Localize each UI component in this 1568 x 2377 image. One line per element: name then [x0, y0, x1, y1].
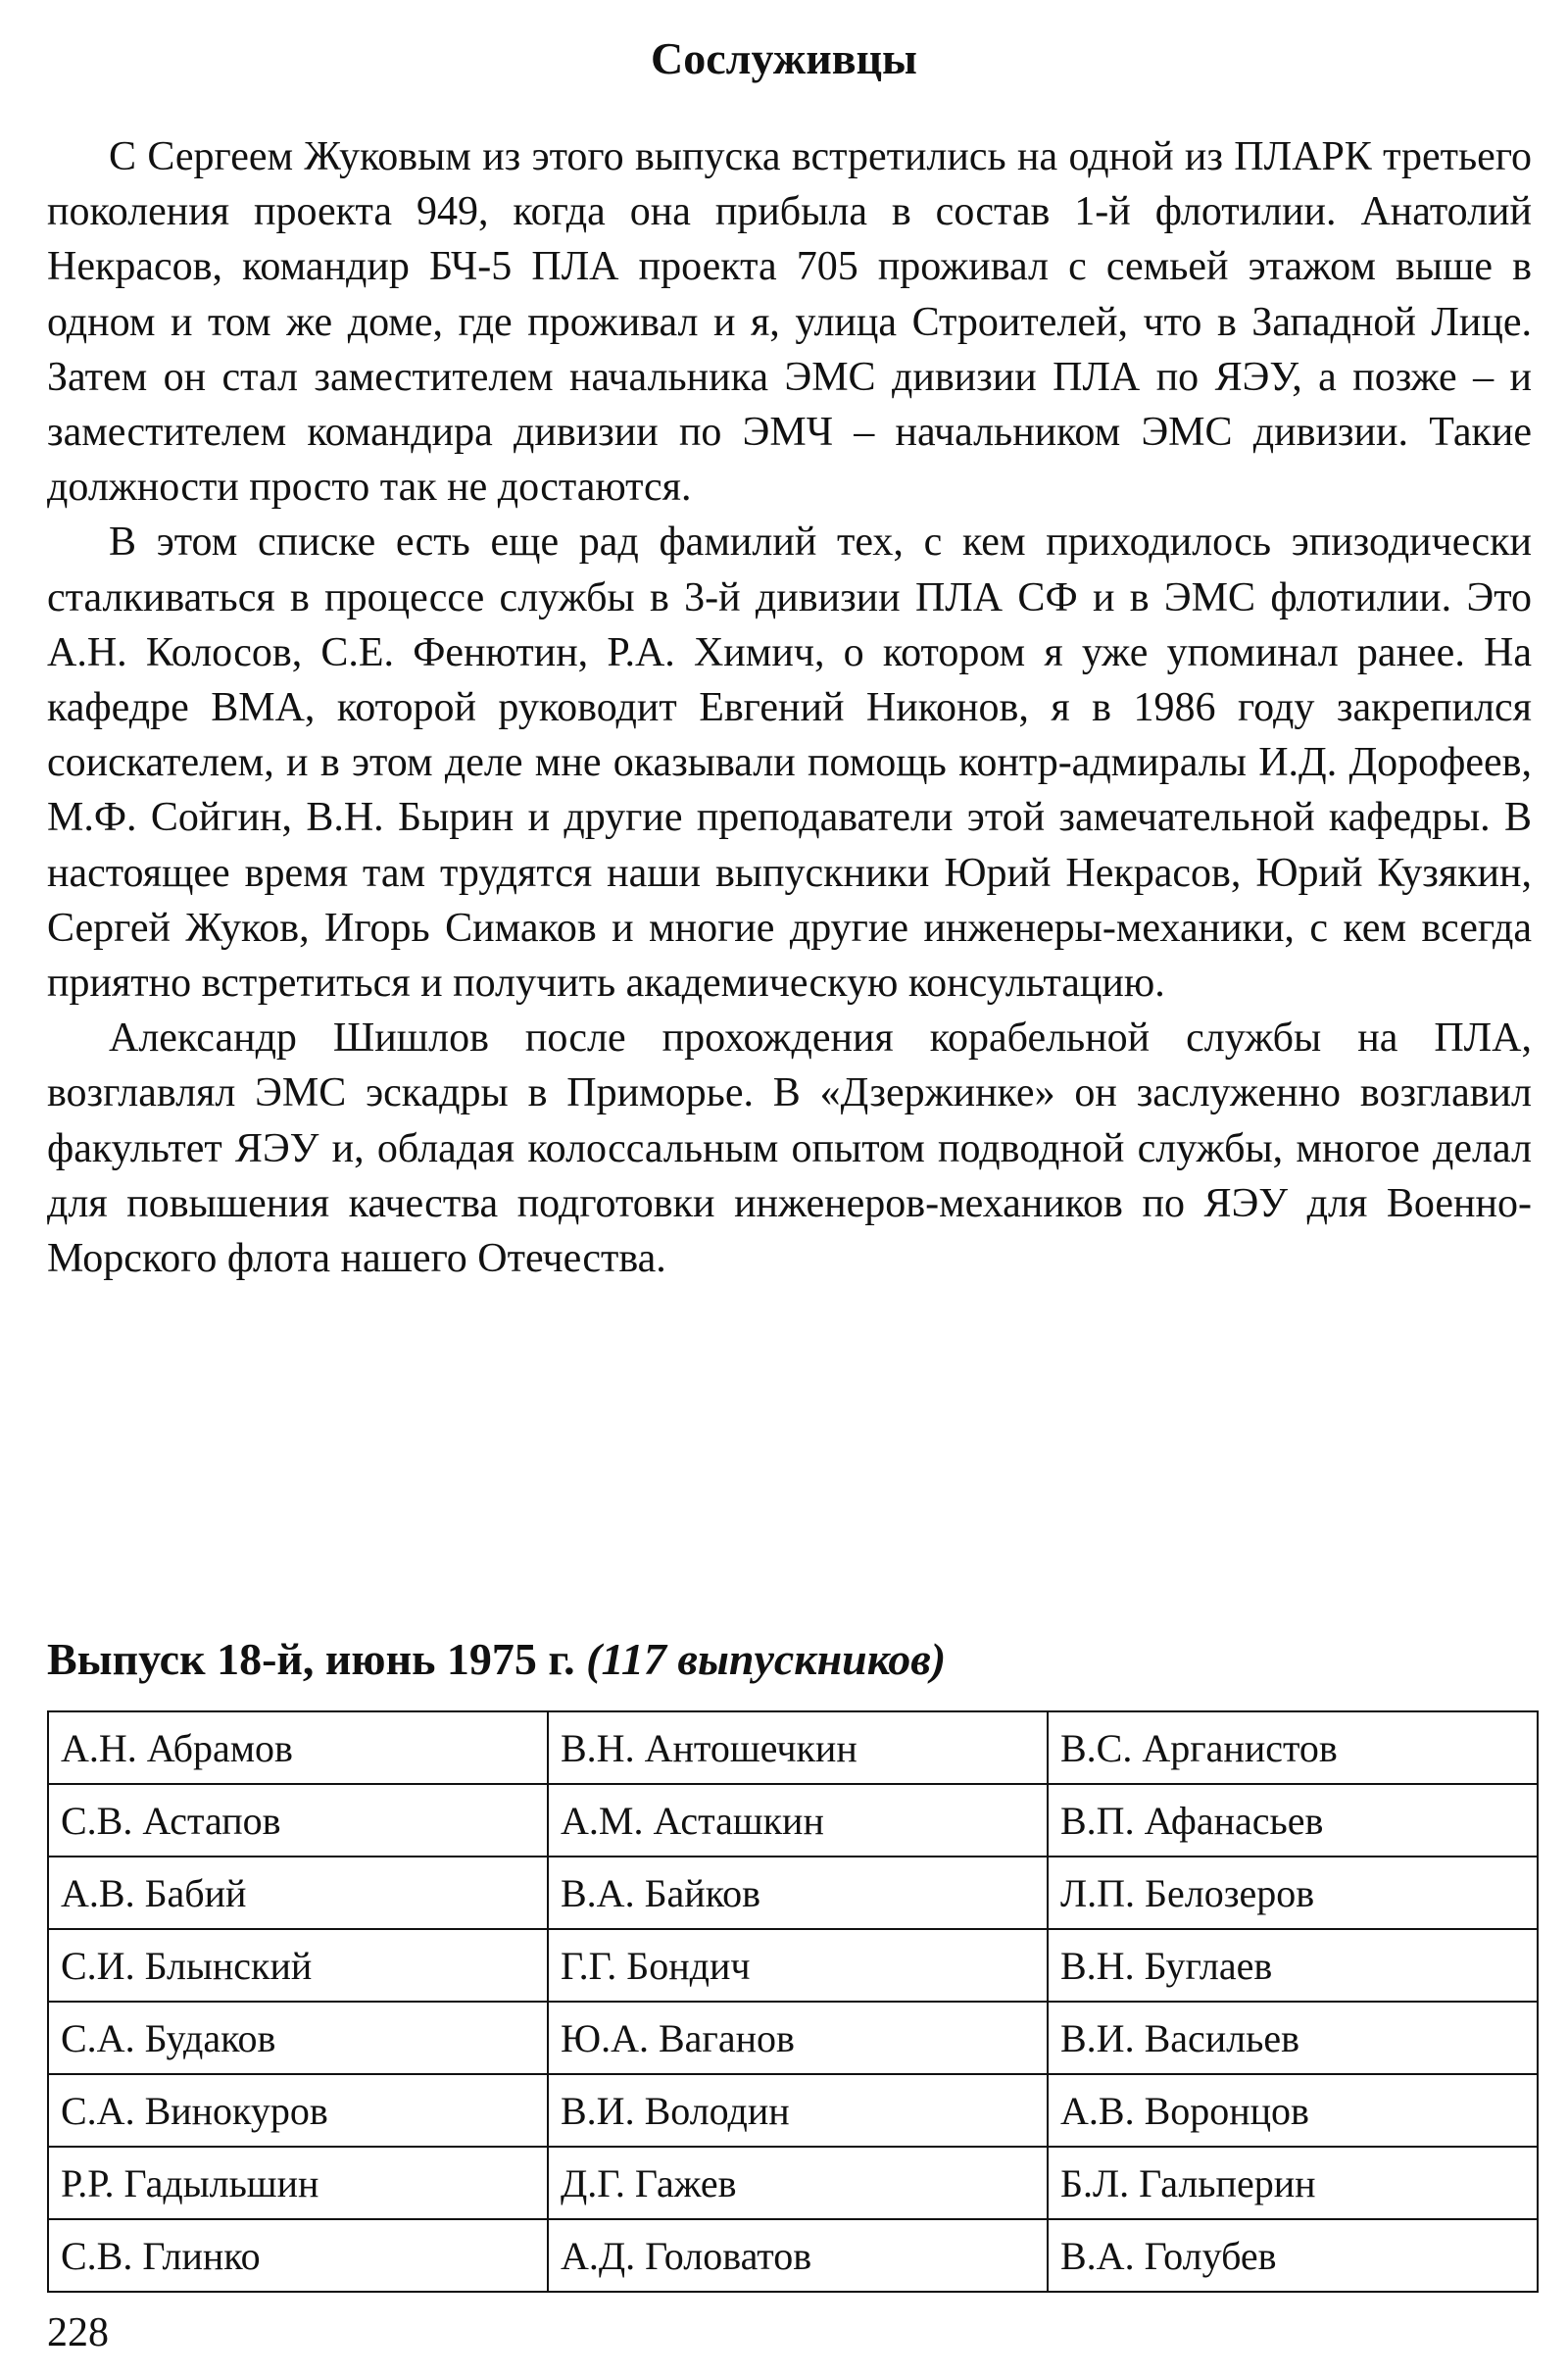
- table-cell: В.И. Васильев: [1048, 2002, 1538, 2074]
- issue-subtitle: (117 выпускников): [586, 1634, 947, 1684]
- table-cell: В.И. Володин: [548, 2074, 1048, 2147]
- table-cell: Р.Р. Гадыльшин: [48, 2147, 548, 2219]
- page-number: 228: [47, 2310, 109, 2355]
- body-text: [47, 129, 1532, 1286]
- running-header: Сослуживцы: [651, 33, 917, 83]
- table-cell: С.В. Астапов: [48, 1784, 548, 1857]
- paragraph: В этом списке есть еще рад фамилий тех, с кем приходилось эпизодически сталкиваться в процессе службы в 3-й дивизии ПЛА СФ и в ЭМС флотилии. Это А.Н. Колосов, С.Е. Фенютин, Р.А. Химич, о котором я уже упоминал ранее. На кафедре ВМА, которой руководит Евгений Никонов, я в 1986 году закрепился соискателем, и в этом деле мне оказывали помощь контр-адмиралы И.Д. Дорофеев, М.Ф. Сойгин, В.Н. Бырин и другие преподаватели этой замечательной кафедры. В настоящее время там трудятся наши выпускники Юрий Некрасов, Юрий Кузякин, Сергей Жуков, Игорь Симаков и многие другие инженеры-механики, с кем всегда приятно встретиться и получить академическую консультацию.: [47, 520, 1532, 1007]
- table-row: [48, 2147, 1538, 2219]
- graduates-table: [47, 1710, 1539, 2293]
- paragraph: С Сергеем Жуковым из этого выпуска встретились на одной из ПЛАРК третьего поколения проекта 949, когда она прибыла в состав 1-й флотилии. Анатолий Некрасов, командир БЧ-5 ПЛА проекта 705 проживал с семьей этажом выше в одном и том же доме, где проживал и я, улица Строителей, что в Западной Лице. Затем он стал заместителем начальника ЭМС дивизии ПЛА по ЯЭУ, а позже – и заместителем командира дивизии по ЭМЧ – начальником ЭМС дивизии. Такие должности просто так не достаются.: [47, 134, 1532, 511]
- table-cell: А.В. Воронцов: [1048, 2074, 1538, 2147]
- table-row: [48, 2002, 1538, 2074]
- table-cell: В.А. Голубев: [1048, 2219, 1538, 2292]
- table-row: [48, 1857, 1538, 1929]
- table-cell: В.С. Арганистов: [1048, 1711, 1538, 1784]
- table-row: [48, 2074, 1538, 2147]
- table-cell: А.В. Бабий: [48, 1857, 548, 1929]
- paragraph: Александр Шишлов после прохождения корабельной службы на ПЛА, возглавлял ЭМС эскадры в Приморье. В «Дзержинке» он заслуженно возглавил факультет ЯЭУ и, обладая колоссальным опытом подводной службы, многое делал для повышения качества подготовки инженеров-механиков по ЯЭУ для Военно-Морского флота нашего Отечества.: [47, 1015, 1532, 1282]
- table-cell: Ю.А. Ваганов: [548, 2002, 1048, 2074]
- issue-heading: [47, 1630, 1532, 1689]
- table-cell: А.Д. Головатов: [548, 2219, 1048, 2292]
- table-row: [48, 1929, 1538, 2002]
- table-cell: В.Н. Антошечкин: [548, 1711, 1048, 1784]
- table-cell: А.М. Асташкин: [548, 1784, 1048, 1857]
- table-cell: Д.Г. Гажев: [548, 2147, 1048, 2219]
- table-cell: В.П. Афанасьев: [1048, 1784, 1538, 1857]
- table-cell: В.Н. Буглаев: [1048, 1929, 1538, 2002]
- table-cell: С.В. Глинко: [48, 2219, 548, 2292]
- table-cell: С.И. Блынский: [48, 1929, 548, 2002]
- table-cell: А.Н. Абрамов: [48, 1711, 548, 1784]
- table-row: [48, 1711, 1538, 1784]
- table-cell: Г.Г. Бондич: [548, 1929, 1048, 2002]
- table-cell: В.А. Байков: [548, 1857, 1048, 1929]
- table-cell: С.А. Винокуров: [48, 2074, 548, 2147]
- table-row: [48, 1784, 1538, 1857]
- table-cell: Л.П. Белозеров: [1048, 1857, 1538, 1929]
- issue-title: Выпуск 18-й, июнь 1975 г.: [47, 1634, 575, 1684]
- table-cell: С.А. Будаков: [48, 2002, 548, 2074]
- table-row: [48, 2219, 1538, 2292]
- table-cell: Б.Л. Гальперин: [1048, 2147, 1538, 2219]
